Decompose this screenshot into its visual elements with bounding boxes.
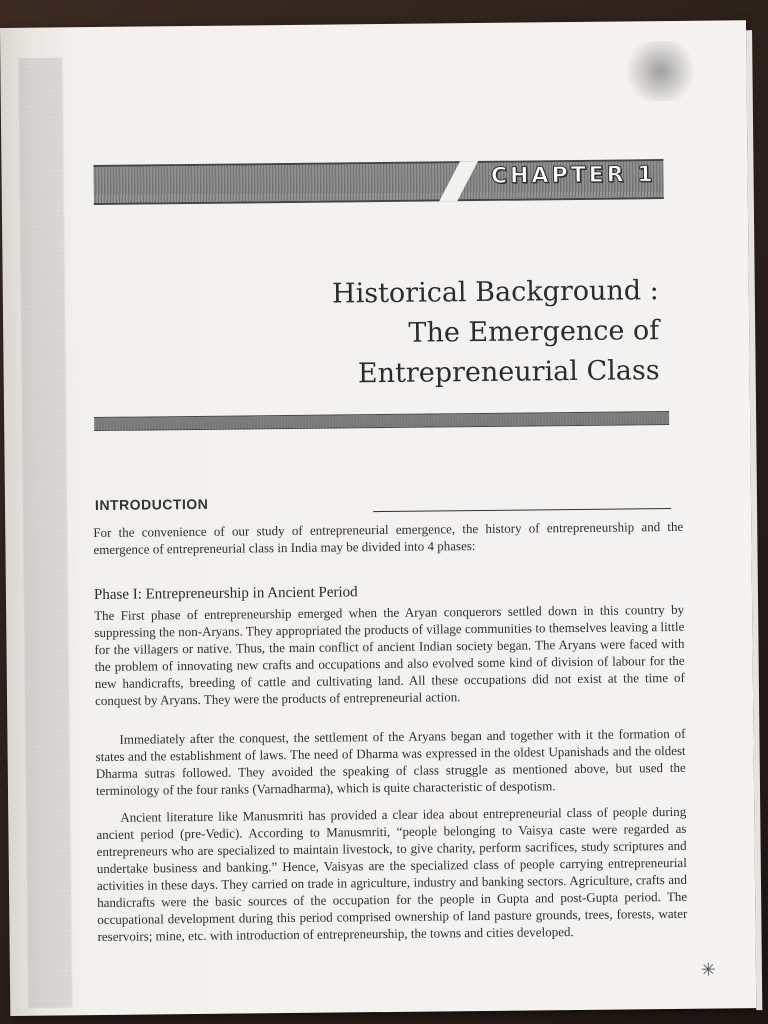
- chapter-banner: [93, 159, 663, 205]
- title-line-2: The Emergence of: [408, 315, 660, 349]
- scan-smudge: [620, 41, 701, 102]
- title-line-1: Historical Background :: [331, 275, 659, 310]
- subsection-heading-phase-1: Phase I: Entrepreneurship in Ancient Period: [93, 584, 358, 604]
- body-paragraph-1: The First phase of entrepreneurship emerged when the Aryan conquerors settled down in this country by suppressing the non-Aryans. They appropriated the products of village communities to themselves leaving a little for the villagers or native. Thus, the main conflict of ancient Indian society began. The Aryans were faced with the problem of innovating new crafts and occupations and also evolved some kind of division of labour for the new handicrafts, breeding of cattle and cultivating land. All these occupations did not exist at the time of conquest by Aryans. They were the products of entrepreneurial action.: [94, 601, 685, 709]
- section-heading-rule: [373, 508, 671, 512]
- title-divider: [94, 411, 669, 431]
- title-line-3: Entrepreneurial Class: [357, 355, 660, 390]
- section-heading-introduction: INTRODUCTION: [94, 495, 209, 514]
- body-paragraph-3: Ancient literature like Manusmriti has provided a clear idea about entrepreneurial class of people during ancient period (pre-Vedic). According to Manusmriti, “people belonging to Vaisya caste were regarded as entrepreneurs who are specialized to maintain livestock, to give charity, perform sacrifices, study scriptures and undertake business and banking.” Hence, Vaisyas are the specialized class of people carrying entrepreneurial activities in these days. They carried on trade in agriculture, industry and banking sectors. Agriculture, crafts and handicrafts were the basic sources of the occupation for the people in Gupta and post-Gupta period. The occupational development during this period comprised ownership of land pasture grounds, trees, forests, water reservoirs; mine, etc. with introduction of entrepreneurship, the towns and cities developed.: [96, 803, 688, 945]
- corner-smudge: ✳: [700, 959, 717, 980]
- chapter-title: [332, 271, 660, 394]
- chapter-label: CHAPTER 1: [490, 162, 656, 189]
- scan-noise-margin: [18, 57, 72, 1007]
- intro-paragraph: For the convenience of our study of entrepreneurial emergence, the history of entrepreneurship and the emergence of entrepreneurial class in India may be divided into 4 phases:: [93, 518, 684, 558]
- body-paragraph-2: Immediately after the conquest, the settlement of the Aryans began and together with it the formation of states and the establishment of laws. The need of Dharma was expressed in the oldest Upanishads and the oldest Dharma sutras followed. They avoided the speaking of class struggle as mentioned above, but used the terminology of the four ranks (Varnadharma), which is quite characteristic of despotism.: [95, 725, 686, 799]
- document-page: [0, 20, 756, 1016]
- chapter-banner-notch: [439, 161, 478, 201]
